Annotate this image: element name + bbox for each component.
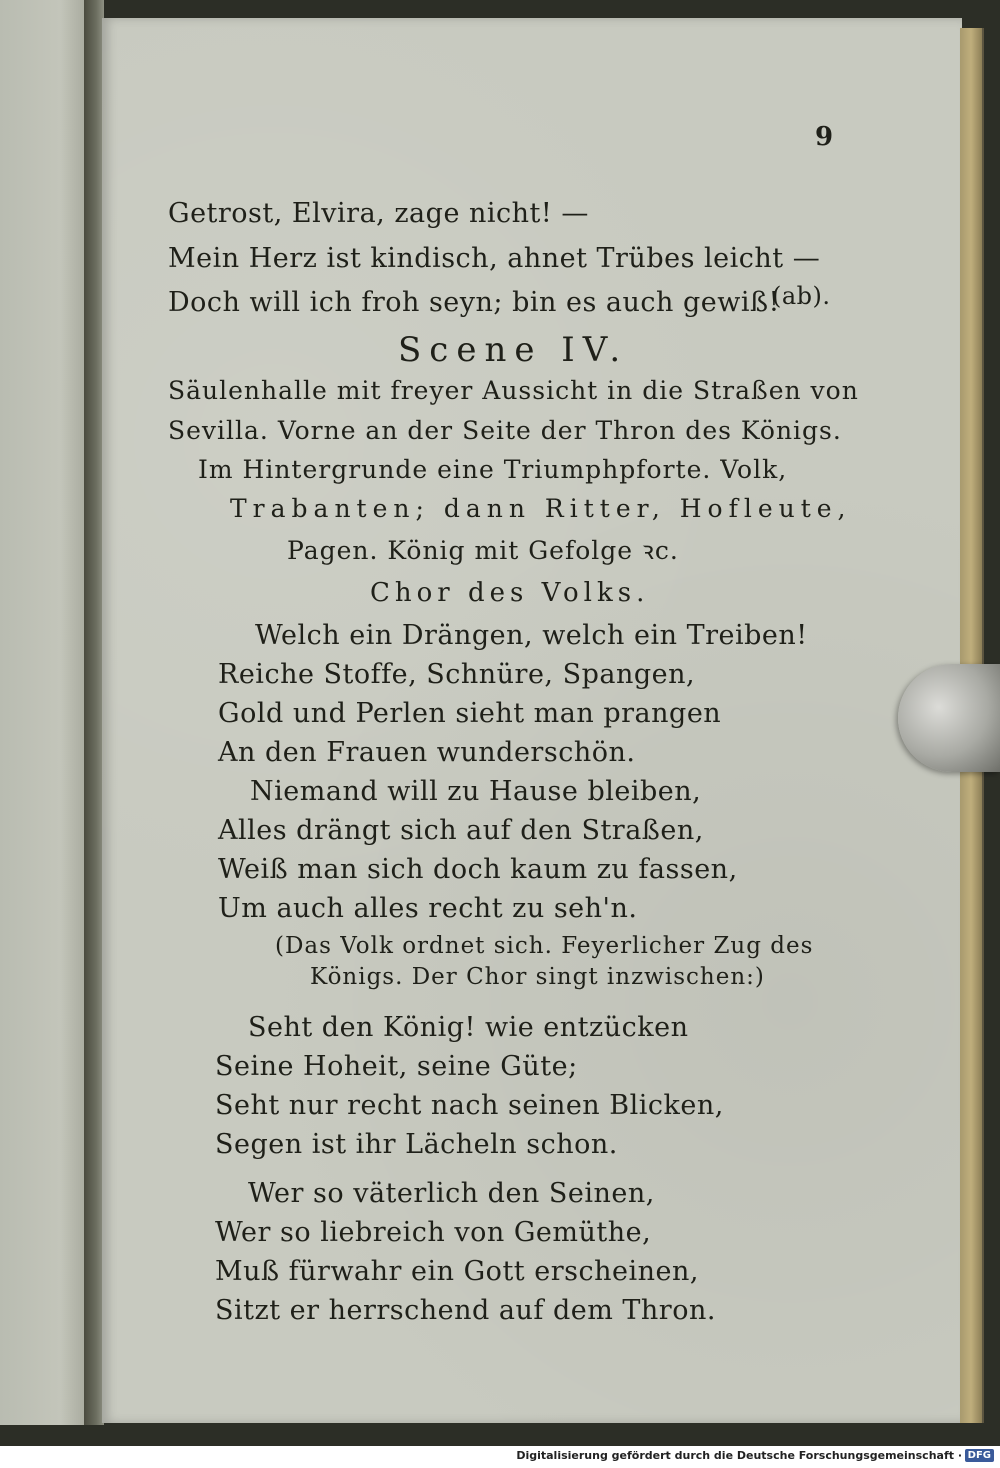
chor-heading: Chor des Volks. [370, 578, 650, 608]
verse-line: Seine Hoheit, seine Güte; [215, 1051, 578, 1082]
verse-line: Segen ist ihr Lächeln schon. [215, 1129, 618, 1160]
left-page-edge [0, 0, 86, 1425]
verse-line: Sitzt er herrschend auf dem Thron. [215, 1295, 716, 1326]
verse-line: Welch ein Drängen, welch ein Treiben! [255, 620, 808, 651]
verse-line: Gold und Perlen sieht man prangen [218, 698, 722, 729]
aside-line: (Das Volk ordnet sich. Feyerlicher Zug des [275, 933, 814, 959]
stage-direction-line: Im Hintergrunde eine Triumphpforte. Volk, [198, 455, 788, 484]
text-line: Getrost, Elvira, zage nicht! — [168, 198, 589, 229]
verse-line: Niemand will zu Hause bleiben, [250, 776, 702, 807]
verse-line: Wer so liebreich von Gemüthe, [215, 1217, 652, 1248]
exit-direction: (ab). [772, 282, 831, 310]
dfg-logo: DFG [965, 1449, 994, 1462]
verse-line: Alles drängt sich auf den Straßen, [218, 815, 704, 846]
stage-direction-line: Pagen. König mit Gefolge ꝛc. [287, 536, 679, 565]
text-line: Doch will ich froh seyn; bin es auch gewiß! [168, 287, 780, 318]
verse-line: Seht den König! wie entzücken [248, 1012, 689, 1043]
stage-direction-line: Säulenhalle mit freyer Aussicht in die Straßen von [168, 376, 859, 405]
page-number: 9 [815, 122, 834, 152]
verse-line: Wer so väterlich den Seinen, [248, 1178, 655, 1209]
verse-line: Um auch alles recht zu seh'n. [218, 893, 638, 924]
verse-line: Weiß man sich doch kaum zu fassen, [218, 854, 738, 885]
footer-bar [0, 1446, 1000, 1468]
verse-line: Seht nur recht nach seinen Blicken, [215, 1090, 724, 1121]
aside-line: Königs. Der Chor singt inzwischen:) [310, 964, 765, 990]
clip-holder [898, 664, 1000, 772]
footer-credit: Digitalisierung gefördert durch die Deutsche Forschungsgemeinschaft · [516, 1449, 962, 1462]
stage-direction-line: Sevilla. Vorne an der Seite der Thron des Königs. [168, 416, 842, 445]
scene-title: Scene IV. [398, 330, 629, 370]
verse-line: An den Frauen wunderschön. [218, 737, 636, 768]
book-gutter [84, 0, 104, 1425]
stage-direction-line: Trabanten; dann Ritter, Hofleute, [230, 494, 852, 523]
verse-line: Muß fürwahr ein Gott erscheinen, [215, 1256, 699, 1287]
verse-line: Reiche Stoffe, Schnüre, Spangen, [218, 659, 696, 690]
text-line: Mein Herz ist kindisch, ahnet Trübes leicht — [168, 243, 821, 274]
